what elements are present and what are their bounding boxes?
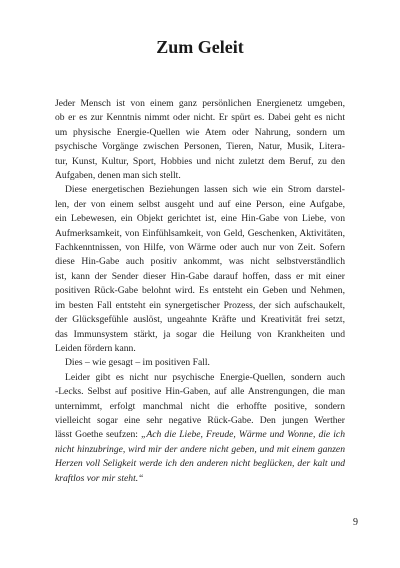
text-line: Dies – wie gesagt – im positiven Fall. bbox=[65, 357, 210, 369]
text-line: der Glücksgefühle auslöst, ungeahnte Kräfte und Kreativität frei setzt, bbox=[55, 314, 345, 326]
text-line: Diese energetischen Beziehungen lassen sich wie ein Strom darstel- bbox=[65, 184, 345, 196]
text-line: Leider gibt es nicht nur psychische Energie-Quellen, sondern auch bbox=[65, 371, 345, 383]
paragraph-3 bbox=[55, 356, 345, 370]
paragraph-4 bbox=[55, 371, 345, 486]
paragraph-2 bbox=[55, 183, 345, 356]
text-line: unternimmt, erfolgt manchmal nicht die erhoffte positive, sondern bbox=[55, 400, 345, 412]
text-line: im besten Fall entsteht ein synergetischer Prozess, der sich aufschaukelt, bbox=[55, 299, 345, 311]
goethe-quote: „Ach die Liebe, Freude, Wärme und Wonne, die ich bbox=[141, 429, 345, 441]
goethe-quote-line: kraftlos vor mir steht.“ bbox=[55, 472, 144, 484]
text-line: ein Lebewesen, ein Objekt gerichtet ist, eine Hin-Gabe von Liebe, von bbox=[55, 213, 345, 225]
text-line: Leiden fördern kann. bbox=[55, 342, 136, 354]
text-line: Jeder Mensch ist von einem ganz persönlichen Energienetz umgeben, bbox=[55, 98, 345, 109]
text-line: vielleicht sogar eine sehr negative Rück-Gabe. Den jungen Werther bbox=[55, 414, 345, 426]
text-line: tur, Kunst, Kultur, Sport, Hobbies und nicht zuletzt dem Beruf, zu den bbox=[55, 155, 345, 167]
page-title: Zum Geleit bbox=[156, 37, 244, 57]
text-line: -Lecks. Selbst auf positive Hin-Gaben, auf alle Anstrengungen, die man bbox=[55, 386, 345, 398]
text-line: Fachkenntnissen, von Hilfe, von Wärme oder auch nur von Zeit. Sofern bbox=[55, 242, 345, 254]
goethe-quote-line: Herzen voll Seligkeit werde ich den anderen nicht beglücken, der kalt und bbox=[55, 458, 345, 470]
paragraph-1 bbox=[55, 97, 345, 183]
text-line bbox=[55, 428, 345, 442]
body-text bbox=[55, 97, 345, 486]
text-line: positiven Rück-Gabe belohnt wird. Es entsteht ein Geben und Nehmen, bbox=[55, 285, 345, 297]
text-line: psychische Vorgänge zwischen Personen, Tieren, Natur, Musik, Litera- bbox=[55, 141, 345, 153]
text-line: diese Hin-Gabe auch positiv ankommt, was nicht selbstverständlich bbox=[55, 256, 345, 268]
text-line: Aufmerksamkeit, von Einfühlsamkeit, von Geld, Geschenken, Aktivitäten, bbox=[55, 227, 345, 239]
goethe-quote-line: nicht hinzubringe, wird mir der andere nicht geben, und mit einem ganzen bbox=[55, 443, 345, 455]
text-line: Aufgaben, denen man sich stellt. bbox=[55, 170, 181, 182]
text-line: um physische Energie-Quellen wie Atem oder Nahrung, sondern um bbox=[55, 126, 345, 138]
text-line: len, der von einem selbst ausgeht und auf eine Person, eine Aufgabe, bbox=[55, 198, 345, 210]
quote-intro: lässt Goethe seufzen: bbox=[55, 429, 138, 441]
text-line: ob er es zur Kenntnis nimmt oder nicht. Er spürt es. Dabei geht es nicht bbox=[55, 112, 345, 124]
page-number: 9 bbox=[353, 517, 358, 528]
text-line: das Immunsystem stärkt, ja sogar die Heilung von Krankheiten und bbox=[55, 328, 345, 340]
text-line: ist, kann der Sender dieser Hin-Gabe darauf hoffen, dass er mit einer bbox=[55, 270, 345, 282]
